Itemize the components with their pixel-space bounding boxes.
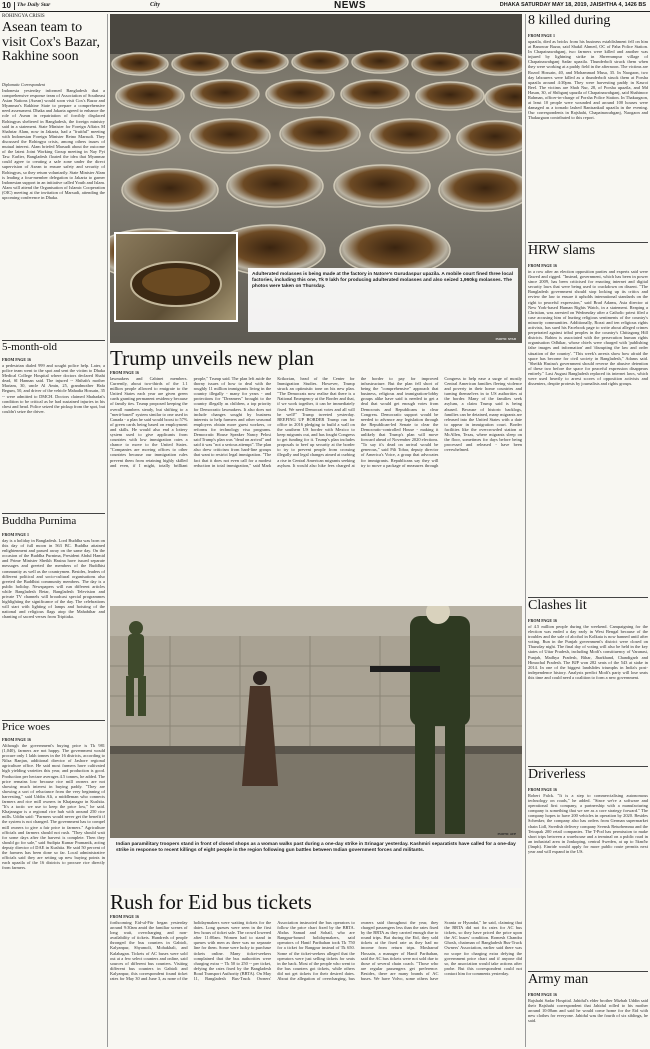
hrw-headline: HRW slams: [528, 243, 596, 258]
kashmir-photo: [110, 606, 522, 888]
driverless-subhead: FROM PAGE 16: [528, 787, 558, 792]
army-headline: Army man: [528, 972, 589, 987]
page-number: 10: [2, 1, 11, 10]
clashes-subhead: FROM PAGE 16: [528, 618, 558, 623]
trump-body: lawmakers and Cabinet members. Currently, about two-thirds of the 1.1 million people allowed to emigrate to the United States each year are given green cards granting permanent residency because of family ties. Trump proposed keeping the overall numbers steady, but shifting to a "merit-based" system similar to one used in Canada - a plan he said would boost to 57% of green cards being based on employment and skills. He would also end a lottery system used to give applicants from countries with low immigration rates a chance to move to the United States. "Companies are moving offices to other countries because our immigration rules prevent them from retaining highly skilled and even, if I might, totally brilliant people," Trump said. The plan left aside the thorny issues of how to deal with the roughly 11 million immigrants living in the country illegally - many for years - and protections for "Dreamers" brought to the country illegally as children, a top priority for Democratic lawmakers. It also does not include changes sought by business interests to help farmers and other seasonal employers obtain more guest workers, or reforms for technology visa programs. Democratic House Speaker Nancy Pelosi said Trump's plan was "dead on arrival" and said it was "not a serious attempt". The plan also drew criticism from hard-line groups that want to restrict legal immigration. "The fact that it does not even call for a modest reduction in total immigration," said Mark Krikorian, head of the Center for Immigration Studies. However, Trump struck an optimistic tone on his new plan. "The Democrats now realise that there is a National Emergency at the Border and that, if we work together, it can be immediately fixed. We need Democrat votes and all will be well!" Trump tweeted yesterday. BEEFING UP BORDER Trump ran for office in 2016 pledging to build a wall on the southern US border with Mexico to keep migrants out, and has fought Congress to get funding for it. Trump's plan includes proposals to beef up security at the border to try to prevent people from crossing illegally and legal changes aimed at curbing a rise in Central American migrants seeking asylum. It would also hike fees charged at the border to pay for improved infrastructure. But the plan fell short of being the "comprehensive" approach that business, religious and immigration-lobby groups alike have said is needed to get a deal that would get enough votes from Democrats and Republicans to clear Congress. Democratic support would be needed to advance any legislation through the Republican-led Senate to clear the Democratic-controlled House - making it unlikely that Trump's plan will move forward ahead of November 2020 elections. "To say it's dead on arrival would be generous," said Pili Tobar, deputy director of America's Voice, a group that advocates for immigrants. Republicans say they will try to move a package of measures through Congress to help ease a surge of mostly Central American families fleeing violence and poverty in their home countries and turning themselves in to US authorities at the border. Many of the families seek asylum, a claim Trump said is being abused. Because of historic backlogs, families can be detained, many migrants are released into the United States with a date to appear in immigration court. Border facilities like the overcrowded station at McAllen, Texas, where migrants sleep on the floor, sometimes for days before being processed and released - have been overwhelmed.: [110, 376, 522, 468]
clashes-headline: Clashes lit: [528, 598, 587, 613]
photo-caption: Indian paramilitary troopers stand in front of closed shops as a woman walks past during a one-day strike in Srinagar yesterday. Kashmiri separatists have called for a one-day strike in response to recent killings of eight people in the region following gun battles between Indian government forces and militants.: [116, 842, 516, 853]
killed-body: upazila, died as bricks from his business establishment fell on him at Banowar Bazar, said Shakil Ahmed, OC of Paba Police Station. In Chapainawabganj, two farmers were killed and another was injured by lightning strike in Shreerampur village of Chapainawabganj Sadar upazila. Thunderbolt struck them when they were working at a paddy field in the afternoon. The victims are Rozod Hossain, 40, and Mohammad Musa, 35. In Naogaon, two day labourers were killed as a thunderbolt struck them at Porsha upazila around 4:30pm. They were harvesting paddy in Kasroi Beel. The victims are Shah Nur, 28, of Porsha upazila, and Md Hasan, 30, of Shibganj upazila of Chapainawabganj, said Shahinoor Rahman, officer-in-charge of Porsha Police Station. In Thakurgaon, at least 10 people were wounded and around 100 houses were damaged as a tornado lashed Ranisankail upazila in the evening. Our correspondents in Rajshahi, Chapainawabganj, Naogaon and Thakurgaon contributed to this report.: [528, 39, 648, 121]
photo-inset: [114, 232, 238, 322]
section-name: City: [150, 2, 160, 8]
divider: [2, 513, 105, 514]
eid-subhead: FROM PAGE 16: [110, 914, 140, 919]
price-subhead: FROM PAGE 16: [2, 737, 32, 742]
rohingya-kicker: ROHINGYA CRISIS: [2, 14, 45, 19]
column-rule: [525, 14, 526, 1047]
inset-illustration: [116, 234, 236, 320]
column-rule: [107, 14, 108, 1047]
month-old-subhead: FROM PAGE 16: [2, 357, 32, 362]
price-body: Although the government's buying price is Tk 981 (1,040), farmers are not happy. The government would procure only 1 lakh tonnes in the 16 districts, according to Nilza Ranjan, additional director of Jashore regional agriculture office. He said most farmers have cultivated high yielding varieties this year, and production is good. Production per hectare averages 4.5 tonnes, he added. The price remains low because rice mill owners are not showing much interest in buying paddy. "They are showing a sort of reluctance from the very beginning of harvesting," said Uddin Ali, a middleman who connects farmers and rice mill owners in Khajanagar in Kushtia. "It's a tactic we use to keep the price low," he said. Khajanagar is a regional rice hub with around 250 rice mills. Uddin said: "Farmers would never get the benefit if the system is not changed. The government has to compel mill owners to give a fair price to farmers." Agriculture officials and farmers should not rush. "They should wait for some days after the harvest is complete. Then they should go for sale," said Sudipta Kumar Pramanik, acting deputy director of DAE in Kushtia. He said 50 percent of the farmers has been done so far. Local administrative officials said they are setting up new buying points in each upazila of the 16 districts to procure rice directly from farmers.: [2, 743, 105, 871]
rohingya-byline: Diplomatic Correspondent: [2, 82, 45, 87]
clashes-body: of 4.5 million people during the weekend. Campaigning for the election was ended a day early in West Bengal because of the troubles and the sale of alcohol in Kolkata is now banned until after voting. Run in the Punjab government's district were closed on Thursday night. The final day of voting will also be held in the key states of Uttar Pradesh, including Modi's constituency of Varanasi, Punjab, Madhya Pradesh, Bihar, Jharkhand, Chandigarh and Himachal Pradesh. The BJP won 282 seats of the 543 at stake in 2014. In one of the biggest landslides triumphs in India's post-independence history. Analysts predict Modi's party will lose seats this time and could need a coalition to form a new government.: [528, 624, 648, 680]
army-body: Rajshahi Sadar Hospital. Jahidul's elder brother Mizbah Uddin said their Rajshahi correspondent that Jahidul rolled to his mother around 10:00am and said he would come home for the Eid with new clothes for everyone. Jahidul was the fourth of six siblings, he said.: [528, 998, 648, 1024]
photo-caption-box: [248, 268, 518, 332]
buddha-headline: Buddha Purnima: [2, 515, 77, 527]
right-column: [528, 14, 648, 1047]
molasses-photo: [110, 14, 522, 343]
army-subhead: FROM PAGE 16: [528, 992, 558, 997]
photo-caption: Adulterated molasses is being made at the factory in Natore's Gurudaspur upazila. A mobile court fined three local factories, including this one, Tk 9 lakh for producing adulterated molasses and also seized 1,960kg molasses. The photos were taken on Thursday.: [252, 272, 513, 289]
left-column: [2, 14, 105, 1047]
driverless-body: Robert Falck. "It is a step to commercialising autonomous technology on roads," he added. "Since we're a software and operational first company, a partnership with a manufacturing company is something that we see as a core strategy forward." The company hopes to have 200 vehicles in operation by 2020. Besides Schenker, the company also has orders from German supermarket chain Lidl, Swedish delivery company Svensk Returbemma and the Tetrapak 200 retail companies. The T-Pod has permission to make short trips between a warehouse and a terminal on a public road in an industrial area in Jonkoping, central Sweden, at up to 5km/hr (3mph). Einride would apply for more public route permits next year and will expand in the US.: [528, 793, 648, 855]
rohingya-body: Indonesia yesterday informed Bangladesh that a comprehensive response team of Association of Southeast Asian Nations (Asean) would soon visit Cox's Bazar and Myanmar's Rakhine State to prepare a comprehensive need assessment. Dhaka and Jakarta agreed to enhance the role of Asean in repatriation of forcibly displaced Rohingyas sheltered in Bangladesh, the foreign ministry said in a statement. State Minister for Foreign Affairs M Shahriar Alam, now in Jakarta, had a "fruitful" meeting with Indonesian Foreign Minister Retno Marsudi. They discussed the Rohingya crisis, among others issues of mutual interest. Alam briefed Marsudi about the outcome of the latest Joint Working Group meeting in Nay Pyi Taw. Earlier, Bangladesh floated the idea that Myanmar could agree to creating a safe zone under the direct supervision of Asean to ensure safety and security of Rohingyas, so they return voluntarily. State Minister Alam is leading a four-member delegation to Jakarta to garner Indonesian support in an initiative called Youth and Islam. Alam will attend the Organisation of Islamic Cooperation (OIC) meeting at the invitation of Marsudi, attending the upcoming conference in Dhaka.: [2, 88, 105, 200]
killed-subhead: FROM PAGE 1: [528, 33, 556, 38]
killed-headline: 8 killed during: [528, 13, 611, 28]
hrw-subhead: FROM PAGE 16: [528, 263, 558, 268]
paper-name: The Daily Star: [17, 2, 51, 8]
photo-caption-box: [110, 838, 522, 888]
driverless-headline: Driverless: [528, 767, 586, 782]
trump-subhead: FROM PAGE 16: [110, 370, 140, 375]
price-headline: Price woes: [2, 721, 50, 733]
buddha-subhead: FROM PAGE 1: [2, 532, 30, 537]
dateline: DHAKA SATURDAY MAY 18, 2019, JAISHTHA 4, 1426 BS: [499, 2, 646, 8]
eid-headline: Rush for Eid bus tickets: [110, 890, 312, 914]
month-old-headline: 5-month-old: [2, 341, 57, 353]
trump-headline: Trump unveils new plan: [110, 346, 314, 370]
buddha-body: day is a holiday in Bangladesh. Lord Buddha was born on this day of full moon in 563 BC. Buddha attained enlightenment and passed away on the same day. On the occasion of the Buddha Purnima, President Abdul Hamid and Prime Minister Sheikh Hasina have issued separate messages and greeted the members of the Buddhist community as well as the countrymen. Besides, leaders of different political and socio-cultural organisations also greeted the Buddhist community members. The day is a public holiday. Newspapers will run different articles while Bangladesh Betar, Bangladesh Television and private TV channels will broadcast special programmes highlighting the significance of the day. The celebrations will start with lighting of lamps and hoisting of the national and religious flags atop the Mahabihar and chanting of sacred verses from Tripitaka.: [2, 538, 105, 620]
photo-credit: PHOTO: STAR: [495, 337, 516, 341]
eid-body: forthcoming Eid-ul-Fitr began yesterday around 9:30am amid the familiar scenes of long wait, overcharging and non-availability of tickets. Hundreds of people thronged the bus counters in Gabtoli, Kalyanpur, Shyamoli, Mohakhali, and Kalabagan. Tickets of AC buses were sold out at a few select counters and online, said sources of different bus counters. Visiting different bus counters in Gabtoli and Kalyanpur, this correspondent found ticket rates for May 30 and June 3, as none of the holidaymakers were waiting tickets for the dates. Long queues were seen in the first few hours of ticket sale. The crowd lowered after 11:00am. Women had to stand in queues with men as there was no separate line for them. Some were lucky to purchase tickets online. Many ticket-seekers complained that the bus authorities were charging extra -- Tk 50 to 250 -- per ticket, defying the rates fixed by the Bangladesh Road Transport Authority (BRTA). On May 11, Bangladesh Bus-Truck Owners' Association instructed the bus operators to follow the price chart fixed by the BRTA. Abdus Samad and Sohail, who are Rangpur-bound holidaymakers, said operators of Hanif Paribahan took Tk 750 for a ticket for Rangpur instead of Tk 650. Some of the ticket-seekers alleged that the operators were just selling tickets for seats in the back. Most of the people who went to the bus counters got tickets, while others did not get tickets for their desired dates. About the allegation of overcharging, bus owners said throughout the year, they charged passengers less than the rates fixed by the BRTA as they carried enough due to round trips. But during the Eid, they sold tickets at the fixed rate as they had no income from return trips. Mosharraf Hossain, a manager of Hanif Paribahan, said the AC bus tickets were not sold due to those of several chain coach. "Those who are regular passengers get preference. Besides, there are many brands of AC buses. We have Volvo, some others have Scania or Hyundai," he said, claiming that the BRTA did not fix rates for AC bus tickets, so they have priced the price upon the AC buses' condition. Romesh Chandra Ghosh, chairman of Bangladesh Bus-Truck Owners' Association, earlier said there was no scope for charging extra defying the government price chart and if anyone did so, the association would take actions after probe. But this correspondent could not contact him for comments yesterday.: [110, 920, 522, 982]
photo-credit: PHOTO: AFP: [497, 832, 516, 836]
rohingya-headline: Asean team to visit Cox's Bazar, Rakhine soon: [2, 20, 101, 65]
month-old-body: a pedestrian dialed 999 and sought police help. Later, a police team went to the spot and sent the victim to Dhaka Medical College Hospital where doctors declared Shahi dead, SI Hannan said. The injured -- Shihab's mother Mariam, 30, uncle Al Amin, 25, grandmother Hafa Begum, 50, and driver of the vehicle Mahadia Hossain, 35 -- were admitted to DMCH. Doctors claimed Shahadat's condition to be critical as he had sustained injuries in his chest and head. Police seized the pickup from the spot, but couldn't seize the driver.: [2, 363, 105, 414]
section-label: NEWS: [334, 0, 366, 11]
hrw-body: in a row after an election opposition parties and experts said were flawed and rigged. "Instead, government, which has been in power since 2009, has been criticised for enacting internet and digital security laws that were being used to crackdown on dissent. "The Bangladesh government should stop locking up its critics and review the law to ensure it upholds international standards on the right to peaceful expression," said Brad Adams, Asia director at New York-based Human Rights Watch, in a statement. Reaping a Christian, was arrested on Wednesday after a Catholic priest filed a case accusing him of hurting religious sentiments of the country's minority communities. Additionally, Rozzi and ten religious rights activists, has sued his Facebook page to write about alleged crimes perpetrated against tribal peoples in the country's Chittagong Hill districts. Rahim is associated with the persecution human rights organisation Odhikar, whose chiefs were charged with 'publishing false images and information' and 'disrupting the law and order situation of the country'. "This week's arrests show how afraid the space has become for civil society in Bangladesh," Adams said. "Sheikh Hasina's government should reverse the abusive detention of these two before the space for peaceful expression disappears entirely." Last August Bangladesh replaced its internet laws, which were used heavily to arrest scores of opposition activists and dissenters, despite protests by journalists and rights groups.: [528, 269, 648, 387]
page-header: [0, 0, 650, 12]
header-divider: [14, 2, 15, 10]
